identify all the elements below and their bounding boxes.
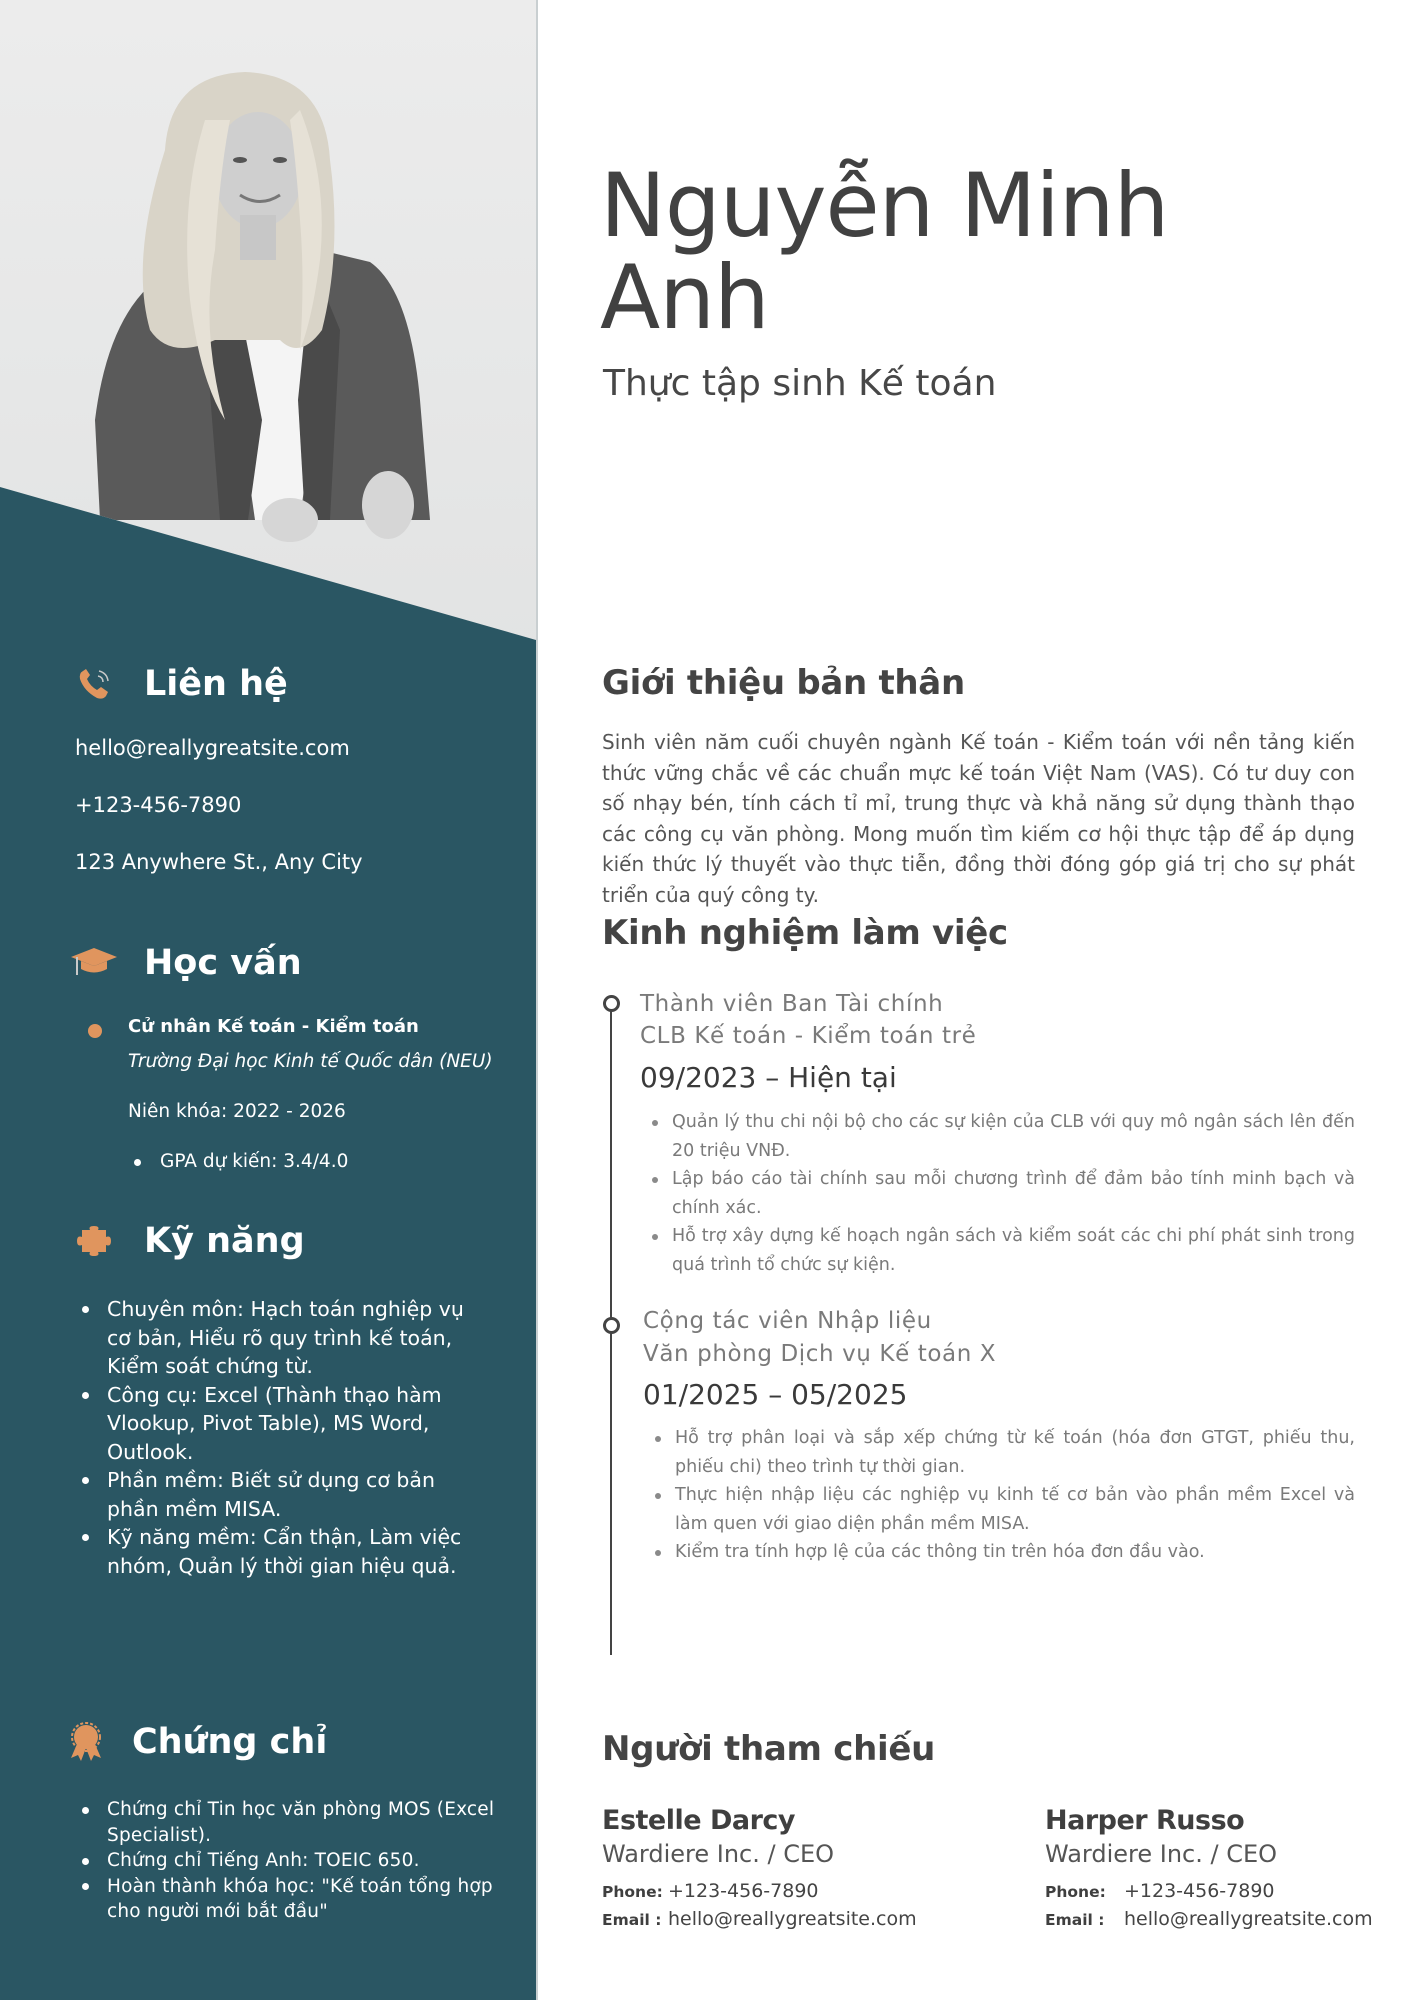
contact-address: 123 Anywhere St., Any City [75, 850, 363, 874]
puzzle-icon [70, 1221, 118, 1261]
education-heading-label: Học vấn [144, 943, 302, 983]
skills-heading [70, 1221, 305, 1261]
certificates-list [76, 1797, 496, 1925]
experience-bullet: Hỗ trợ xây dựng kế hoạch ngân sách và kiểm soát các chi phí phát sinh trong quá trình tổ chức sự kiện. [647, 1222, 1355, 1279]
name-line-1: Nguyễn Minh [600, 154, 1169, 257]
skill-item: Chuyên môn: Hạch toán nghiệp vụ cơ bản, Hiểu rõ quy trình kế toán, Kiểm soát chứng từ. [76, 1295, 471, 1381]
contact-phone[interactable]: +123-456-7890 [75, 793, 242, 817]
experience-bullet: Hỗ trợ phân loại và sắp xếp chứng từ kế toán (hóa đơn GTGT, phiếu thu, phiếu chi) theo trình tự thời gian. [650, 1424, 1355, 1481]
reference-name: Estelle Darcy [602, 1805, 796, 1836]
phone-icon [70, 664, 118, 704]
graduation-cap-icon [70, 943, 118, 983]
reference-phone[interactable]: +123-456-7890 [1124, 1880, 1275, 1902]
reference-email-row [602, 1908, 917, 1930]
timeline-dot-icon [603, 995, 620, 1012]
certificate-item: Chứng chỉ Tin học văn phòng MOS (Excel Specialist). [76, 1797, 496, 1848]
reference-phone-row [602, 1880, 917, 1902]
reference-role: Wardiere Inc. / CEO [602, 1840, 835, 1868]
phone-label: Phone: [602, 1883, 663, 1901]
reference-role: Wardiere Inc. / CEO [1045, 1840, 1278, 1868]
timeline-dot-icon [603, 1317, 620, 1334]
experience-bullets [647, 1108, 1355, 1279]
reference-phone[interactable]: +123-456-7890 [668, 1880, 819, 1902]
skill-item: Phần mềm: Biết sử dụng cơ bản phần mềm MISA. [76, 1466, 471, 1523]
reference-email[interactable]: hello@reallygreatsite.com [668, 1908, 917, 1930]
experience-date: 09/2023 – Hiện tại [640, 1061, 897, 1094]
experience-bullets [650, 1424, 1355, 1567]
education-gpa: GPA dự kiến: 3.4/4.0 [160, 1151, 349, 1172]
job-title: Thực tập sinh Kế toán [603, 363, 997, 404]
experience-bullet: Thực hiện nhập liệu các nghiệp vụ kinh tế cơ bản vào phần mềm Excel và làm quen với giao diện phần mềm MISA. [650, 1481, 1355, 1538]
sidebar [0, 0, 536, 2000]
experience-org: CLB Kế toán - Kiểm toán trẻ [640, 1023, 977, 1049]
education-school: Trường Đại học Kinh tế Quốc dân (NEU) [128, 1051, 493, 1072]
reference-card [602, 1805, 917, 1930]
reference-name: Harper Russo [1045, 1805, 1245, 1836]
experience-role: Cộng tác viên Nhập liệu [643, 1308, 932, 1334]
profile-photo [0, 0, 536, 660]
experience-role: Thành viên Ban Tài chính [640, 991, 944, 1017]
award-badge-icon [66, 1722, 106, 1762]
portrait-illustration [0, 0, 536, 660]
contact-heading-label: Liên hệ [144, 664, 288, 704]
experience-date: 01/2025 – 05/2025 [643, 1378, 908, 1411]
contact-email[interactable]: hello@reallygreatsite.com [75, 736, 350, 760]
education-years: Niên khóa: 2022 - 2026 [128, 1101, 346, 1122]
certificate-item: Chứng chỉ Tiếng Anh: TOEIC 650. [76, 1848, 496, 1874]
reference-email-row [1045, 1908, 1373, 1930]
experience-org: Văn phòng Dịch vụ Kế toán X [643, 1341, 997, 1367]
email-label: Email : [602, 1911, 662, 1929]
skills-heading-label: Kỹ năng [144, 1221, 305, 1261]
education-degree: Cử nhân Kế toán - Kiểm toán [128, 1016, 419, 1037]
contact-heading [70, 664, 288, 704]
gpa-bullet-icon [134, 1159, 141, 1166]
experience-bullet: Kiểm tra tính hợp lệ của các thông tin trên hóa đơn đầu vào. [650, 1538, 1355, 1567]
certificates-heading-label: Chứng chỉ [132, 1722, 328, 1762]
education-bullet-icon [88, 1024, 102, 1038]
experience-bullet: Quản lý thu chi nội bộ cho các sự kiện của CLB với quy mô ngân sách lên đến 20 triệu VNĐ. [647, 1108, 1355, 1165]
candidate-name [600, 154, 1400, 349]
experience-heading: Kinh nghiệm làm việc [602, 913, 1008, 953]
skills-list [76, 1295, 471, 1580]
sidebar-divider [536, 0, 538, 2000]
certificate-item: Hoàn thành khóa học: "Kế toán tổng hợp cho người mới bắt đầu" [76, 1874, 496, 1925]
certificates-heading [66, 1722, 327, 1762]
summary-text: Sinh viên năm cuối chuyên ngành Kế toán - Kiểm toán với nền tảng kiến thức vững chắc về các chuẩn mực kế toán Việt Nam (VAS). Có tư duy con số nhạy bén, tính cách tỉ mỉ, trung thực và khả năng sử dụng thành thạo các công cụ văn phòng. Mong muốn tìm kiếm cơ hội thực tập để áp dụng kiến thức lý thuyết vào thực tiễn, đồng thời đóng góp giá trị cho sự phát triển của quý công ty. [602, 730, 1355, 907]
reference-phone-row [1045, 1880, 1373, 1902]
email-label: Email : [1045, 1911, 1105, 1929]
reference-card [1045, 1805, 1373, 1930]
skill-item: Công cụ: Excel (Thành thạo hàm Vlookup, Pivot Table), MS Word, Outlook. [76, 1381, 471, 1467]
skill-item: Kỹ năng mềm: Cẩn thận, Làm việc nhóm, Quản lý thời gian hiệu quả. [76, 1523, 471, 1580]
education-heading [70, 943, 302, 983]
summary-heading: Giới thiệu bản thân [602, 663, 965, 703]
name-line-2: Anh [600, 246, 769, 349]
experience-bullet: Lập báo cáo tài chính sau mỗi chương trình để đảm bảo tính minh bạch và chính xác. [647, 1165, 1355, 1222]
references-heading: Người tham chiếu [602, 1729, 935, 1769]
phone-label: Phone: [1045, 1883, 1106, 1901]
reference-email[interactable]: hello@reallygreatsite.com [1124, 1908, 1373, 1930]
